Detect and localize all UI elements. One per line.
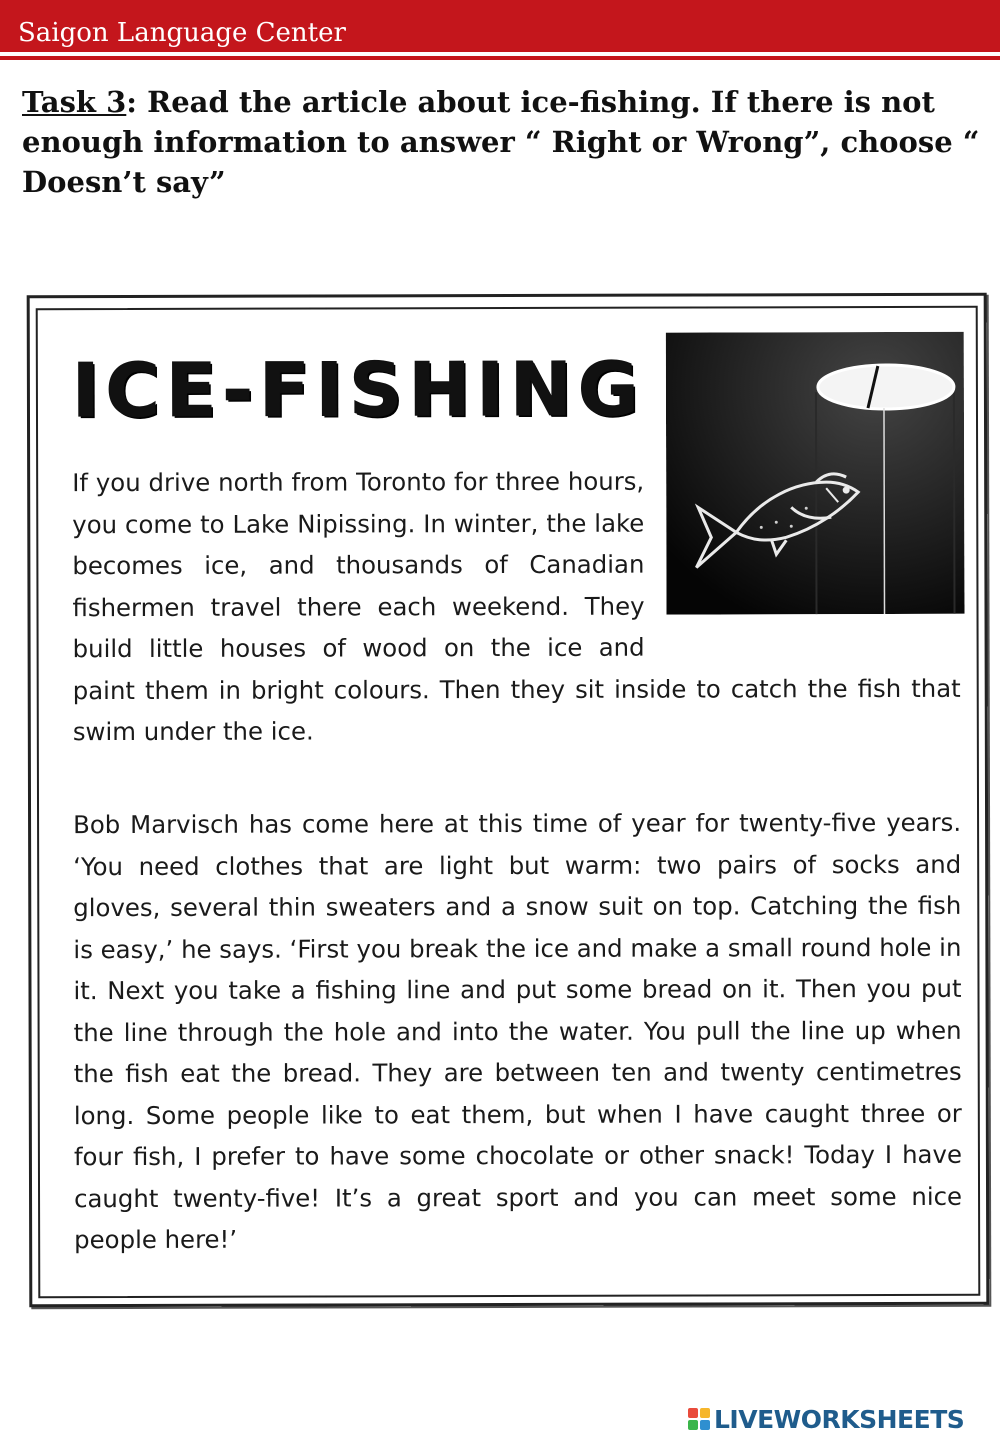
- article-frame: [27, 293, 990, 1308]
- liveworksheets-logo-text: LIVEWORKSHEETS: [714, 1404, 965, 1434]
- liveworksheets-logo: [688, 1402, 964, 1436]
- article-paragraph-2: Bob Marvisch has come here at this time of year for twenty-five years. ‘You need clothes that are light but warm: two pairs of socks and gloves, several thin sweaters and a snow suit on top. Catching the fish is easy,’ he says. ‘First you break the ice and make a small round hole in it. Next you take a fishing line and put some bread on it. Then you put the line through the hole and into the water. You pull the line up when the fish eat the bread. They are between ten and twenty centimetres long. Some people like to eat them, but when I have caught three or four fish, I prefer to have some chocolate or other snack! Today I have caught twenty-five! It’s a great sport and you can meet some nice people here!’: [73, 807, 963, 1255]
- task-instruction: [22, 82, 982, 202]
- task-label: Task 3: [22, 85, 127, 119]
- article-title: ICE-FISHING: [71, 346, 645, 435]
- header-bar: [0, 0, 1000, 52]
- header-title: Saigon Language Center: [18, 18, 346, 48]
- article-paragraph-1: [72, 460, 961, 753]
- liveworksheets-grid-icon: [688, 1408, 710, 1430]
- header-divider: [0, 56, 1000, 60]
- article-inner-border: [36, 306, 981, 1298]
- paragraph-1-text: If you drive north from Toronto for three hours, you come to Lake Nipissing. In winter, the lake becomes ice, and thousands of Canadian fishermen travel there each weekend. They build little houses of wood on the ice and paint them in bright colours. Then they sit inside to catch the fish that swim under the ice.: [72, 466, 961, 747]
- task-text: : Read the article about ice-fishing. If there is not enough information to answer “ Right or Wrong”, choose “ Doesn’t say”: [22, 85, 980, 199]
